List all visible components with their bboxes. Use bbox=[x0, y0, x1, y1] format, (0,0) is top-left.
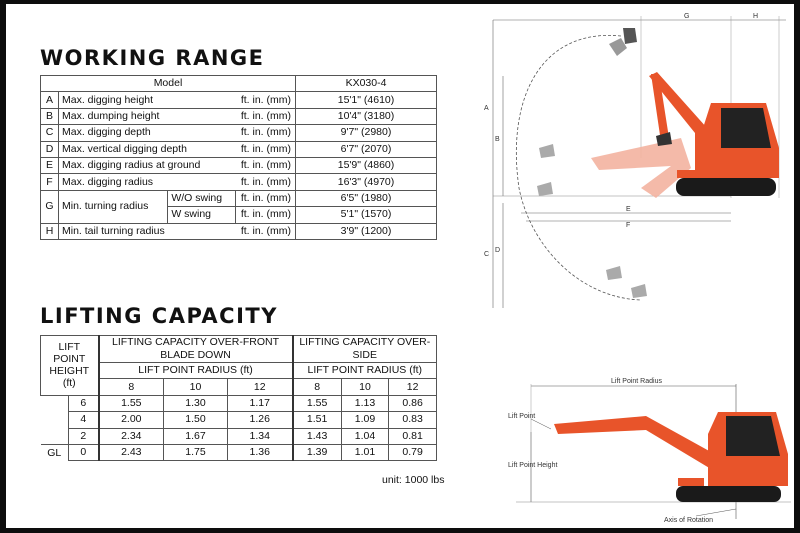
row-value: 9'7" (2980) bbox=[296, 125, 437, 141]
row-value: 6'7" (2070) bbox=[296, 141, 437, 157]
row-value: 15'1" (4610) bbox=[296, 92, 437, 108]
height-cell: 4 bbox=[69, 412, 99, 428]
lift-height-header: LIFT POINT HEIGHT (ft) bbox=[41, 336, 99, 396]
side-radius-header: LIFT POINT RADIUS (ft) bbox=[293, 363, 437, 379]
lifting-capacity-title: LIFTING CAPACITY bbox=[40, 304, 278, 328]
capacity-cell: 1.17 bbox=[227, 395, 292, 411]
bucket-ghost-icon bbox=[609, 38, 627, 56]
table-row bbox=[41, 428, 437, 444]
capacity-cell: 0.86 bbox=[389, 395, 437, 411]
row-label: Max. digging height bbox=[59, 92, 236, 108]
capacity-cell: 2.00 bbox=[99, 412, 164, 428]
cab-icon bbox=[721, 108, 771, 148]
bucket-ghost-icon bbox=[537, 182, 553, 196]
capacity-cell: 1.34 bbox=[227, 428, 292, 444]
capacity-cell: 1.30 bbox=[164, 395, 228, 411]
table-row bbox=[41, 141, 437, 157]
row-unit: ft. in. (mm) bbox=[236, 207, 296, 223]
dim-label-f: F bbox=[626, 222, 631, 229]
capacity-cell: 1.55 bbox=[99, 395, 164, 411]
capacity-cell: 1.51 bbox=[293, 412, 342, 428]
capacity-cell: 1.36 bbox=[227, 444, 292, 460]
row-letter: G bbox=[41, 190, 59, 223]
row-label: Max. dumping height bbox=[59, 108, 236, 124]
bucket-ghost-icon bbox=[606, 266, 622, 280]
table-row bbox=[41, 157, 437, 173]
radius-cell: 8 bbox=[99, 379, 164, 395]
arm-ghost bbox=[591, 138, 691, 198]
unit-note: unit: 1000 lbs bbox=[382, 474, 445, 486]
track-icon bbox=[676, 178, 776, 196]
row-letter: C bbox=[41, 125, 59, 141]
table-header-row bbox=[41, 336, 437, 363]
height-cell: 6 bbox=[69, 395, 99, 411]
dim-label-a: A bbox=[484, 105, 489, 112]
side-capacity-header: LIFTING CAPACITY OVER-SIDE bbox=[293, 336, 437, 363]
blade-icon bbox=[678, 478, 704, 486]
working-range-diagram bbox=[481, 8, 791, 308]
lift-point-label: Lift Point bbox=[508, 413, 536, 420]
row-value: 6'5" (1980) bbox=[296, 190, 437, 206]
row-unit: ft. in. (mm) bbox=[236, 108, 296, 124]
table-row bbox=[41, 125, 437, 141]
capacity-cell: 0.79 bbox=[389, 444, 437, 460]
height-cell: 0 bbox=[69, 444, 99, 460]
dim-label-g: G bbox=[684, 13, 690, 20]
capacity-cell: 2.34 bbox=[99, 428, 164, 444]
lifting-capacity-table bbox=[40, 335, 437, 461]
bucket-ghost-icon bbox=[631, 284, 647, 298]
model-value: KX030-4 bbox=[296, 76, 437, 92]
row-unit: ft. in. (mm) bbox=[236, 141, 296, 157]
table-header-row bbox=[41, 363, 437, 379]
table-row bbox=[41, 223, 437, 239]
front-radius-header: LIFT POINT RADIUS (ft) bbox=[99, 363, 293, 379]
radius-cell: 8 bbox=[293, 379, 342, 395]
capacity-cell: 1.55 bbox=[293, 395, 342, 411]
table-row bbox=[41, 174, 437, 190]
bucket-ghost-icon bbox=[623, 28, 637, 44]
working-range-title: WORKING RANGE bbox=[40, 46, 265, 70]
table-row bbox=[41, 412, 437, 428]
capacity-cell: 1.26 bbox=[227, 412, 292, 428]
pointer-line bbox=[696, 509, 736, 516]
row-unit: ft. in. (mm) bbox=[236, 223, 296, 239]
model-label: Model bbox=[41, 76, 296, 92]
row-value: 10'4" (3180) bbox=[296, 108, 437, 124]
table-header-row bbox=[41, 76, 437, 92]
spec-sheet-page bbox=[6, 4, 794, 528]
lift-radius-label: Lift Point Radius bbox=[611, 378, 662, 385]
axis-rotation-label: Axis of Rotation bbox=[664, 517, 714, 524]
capacity-cell: 1.04 bbox=[341, 428, 389, 444]
ground-level-label: GL bbox=[41, 444, 69, 460]
table-row bbox=[41, 92, 437, 108]
bucket-icon bbox=[656, 132, 672, 146]
table-row bbox=[41, 444, 437, 460]
radius-cell: 12 bbox=[227, 379, 292, 395]
capacity-cell: 1.39 bbox=[293, 444, 342, 460]
row-letter: D bbox=[41, 141, 59, 157]
capacity-cell: 1.50 bbox=[164, 412, 228, 428]
dim-label-e: E bbox=[626, 206, 631, 213]
track-icon bbox=[676, 486, 781, 502]
table-row bbox=[41, 395, 437, 411]
radius-cell: 10 bbox=[341, 379, 389, 395]
row-letter: F bbox=[41, 174, 59, 190]
lift-height-label: Lift Point Height bbox=[508, 462, 558, 469]
row-label: Max. digging radius at ground bbox=[59, 157, 236, 173]
table-header-row bbox=[41, 379, 437, 395]
cab-icon bbox=[726, 416, 780, 456]
capacity-cell: 1.13 bbox=[341, 395, 389, 411]
dim-label-b: B bbox=[495, 136, 500, 143]
capacity-cell: 1.01 bbox=[341, 444, 389, 460]
row-value: 16'3" (4970) bbox=[296, 174, 437, 190]
row-value: 5'1" (1570) bbox=[296, 207, 437, 223]
row-unit: ft. in. (mm) bbox=[236, 174, 296, 190]
row-value: 15'9" (4860) bbox=[296, 157, 437, 173]
table-row bbox=[41, 108, 437, 124]
row-letter: H bbox=[41, 223, 59, 239]
front-capacity-header: LIFTING CAPACITY OVER-FRONT BLADE DOWN bbox=[99, 336, 293, 363]
row-letter: E bbox=[41, 157, 59, 173]
row-unit: ft. in. (mm) bbox=[236, 190, 296, 206]
dim-label-h: H bbox=[753, 13, 759, 20]
row-label: Min. turning radius bbox=[59, 190, 168, 223]
row-label: Min. tail turning radius bbox=[59, 223, 236, 239]
capacity-cell: 0.83 bbox=[389, 412, 437, 428]
capacity-cell: 1.43 bbox=[293, 428, 342, 444]
gl-spacer bbox=[41, 395, 69, 444]
capacity-cell: 1.09 bbox=[341, 412, 389, 428]
bucket-ghost-icon bbox=[539, 144, 555, 158]
capacity-cell: 2.43 bbox=[99, 444, 164, 460]
capacity-cell: 1.75 bbox=[164, 444, 228, 460]
row-letter: A bbox=[41, 92, 59, 108]
boom-icon bbox=[554, 416, 711, 469]
dim-label-c: C bbox=[484, 251, 490, 258]
row-sublabel: W/O swing bbox=[168, 190, 236, 206]
radius-cell: 12 bbox=[389, 379, 437, 395]
pointer-line bbox=[531, 419, 551, 429]
row-label: Max. digging radius bbox=[59, 174, 236, 190]
radius-cell: 10 bbox=[164, 379, 228, 395]
capacity-cell: 0.81 bbox=[389, 428, 437, 444]
table-row bbox=[41, 190, 437, 206]
row-value: 3'9" (1200) bbox=[296, 223, 437, 239]
row-unit: ft. in. (mm) bbox=[236, 125, 296, 141]
row-label: Max. digging depth bbox=[59, 125, 236, 141]
row-sublabel: W swing bbox=[168, 207, 236, 223]
lifting-capacity-diagram bbox=[496, 374, 791, 524]
working-range-table bbox=[40, 75, 437, 240]
row-letter: B bbox=[41, 108, 59, 124]
height-cell: 2 bbox=[69, 428, 99, 444]
capacity-cell: 1.67 bbox=[164, 428, 228, 444]
row-label: Max. vertical digging depth bbox=[59, 141, 236, 157]
blade-icon bbox=[677, 170, 703, 178]
row-unit: ft. in. (mm) bbox=[236, 92, 296, 108]
dim-label-d: D bbox=[495, 247, 501, 254]
row-unit: ft. in. (mm) bbox=[236, 157, 296, 173]
